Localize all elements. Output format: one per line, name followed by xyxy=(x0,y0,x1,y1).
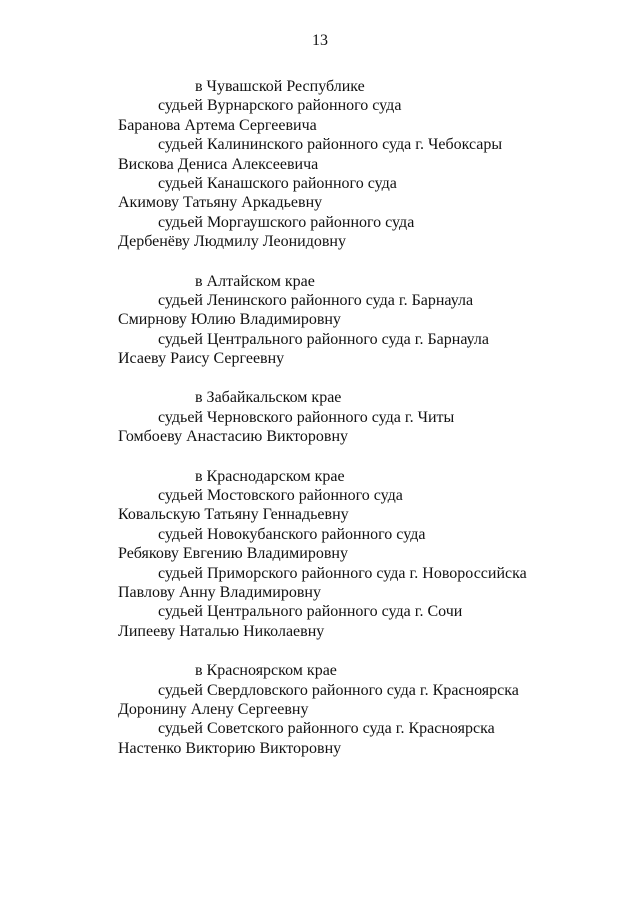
page-number: 13 xyxy=(312,32,328,49)
court-line: судьей Черновского районного суда г. Читы xyxy=(158,408,455,426)
judge-name: Ребякову Евгению Владимировну xyxy=(118,545,348,563)
judge-name: Настенко Викторию Викторовну xyxy=(118,739,342,757)
region-heading: в Забайкальском крае xyxy=(195,389,342,407)
judge-name: Баранова Артема Сергеевича xyxy=(118,116,317,134)
region-section xyxy=(0,272,640,369)
court-line: судьей Вурнарского районного суда xyxy=(158,97,402,115)
court-line: судьей Центрального районного суда г. Сочи xyxy=(158,603,463,621)
region-section xyxy=(0,388,640,446)
court-line: судьей Канашского районного суда xyxy=(158,174,397,192)
court-line: судьей Новокубанского районного суда xyxy=(158,525,426,543)
court-line: судьей Ленинского районного суда г. Барнаула xyxy=(158,291,474,309)
judge-name: Доронину Алену Сергеевну xyxy=(118,700,309,718)
judge-name: Исаеву Раису Сергеевну xyxy=(118,350,285,368)
judge-name: Смирнову Юлию Владимировну xyxy=(118,311,341,329)
judge-name: Гомбоеву Анастасию Викторовну xyxy=(118,428,349,446)
region-section xyxy=(0,467,640,642)
judge-name: Дербенёву Людмилу Леонидовну xyxy=(118,233,346,251)
region-section xyxy=(0,661,640,758)
judge-name: Ковальскую Татьяну Геннадьевну xyxy=(118,506,349,524)
region-heading: в Алтайском крае xyxy=(195,272,315,290)
court-line: судьей Приморского районного суда г. Новороссийска xyxy=(158,564,527,582)
judge-name: Вискова Дениса Алексеевича xyxy=(118,155,319,173)
court-line: судьей Советского районного суда г. Красноярска xyxy=(158,720,495,738)
court-line: судьей Центрального районного суда г. Барнаула xyxy=(158,330,489,348)
court-line: судьей Свердловского районного суда г. Красноярска xyxy=(158,681,519,699)
appointment-list xyxy=(0,77,640,758)
region-heading: в Чувашской Республике xyxy=(195,78,365,95)
region-heading: в Красноярском крае xyxy=(195,662,337,680)
judge-name: Липееву Наталью Николаевну xyxy=(118,622,325,640)
region-heading: в Краснодарском крае xyxy=(195,467,345,485)
court-line: судьей Моргаушского районного суда xyxy=(158,213,415,231)
judge-name: Павлову Анну Владимировну xyxy=(118,583,321,601)
judge-name: Акимову Татьяну Аркадьевну xyxy=(118,194,323,212)
court-line: судьей Калининского районного суда г. Чебоксары xyxy=(158,136,503,154)
court-line: судьей Мостовского районного суда xyxy=(158,487,403,505)
region-section xyxy=(0,77,640,252)
